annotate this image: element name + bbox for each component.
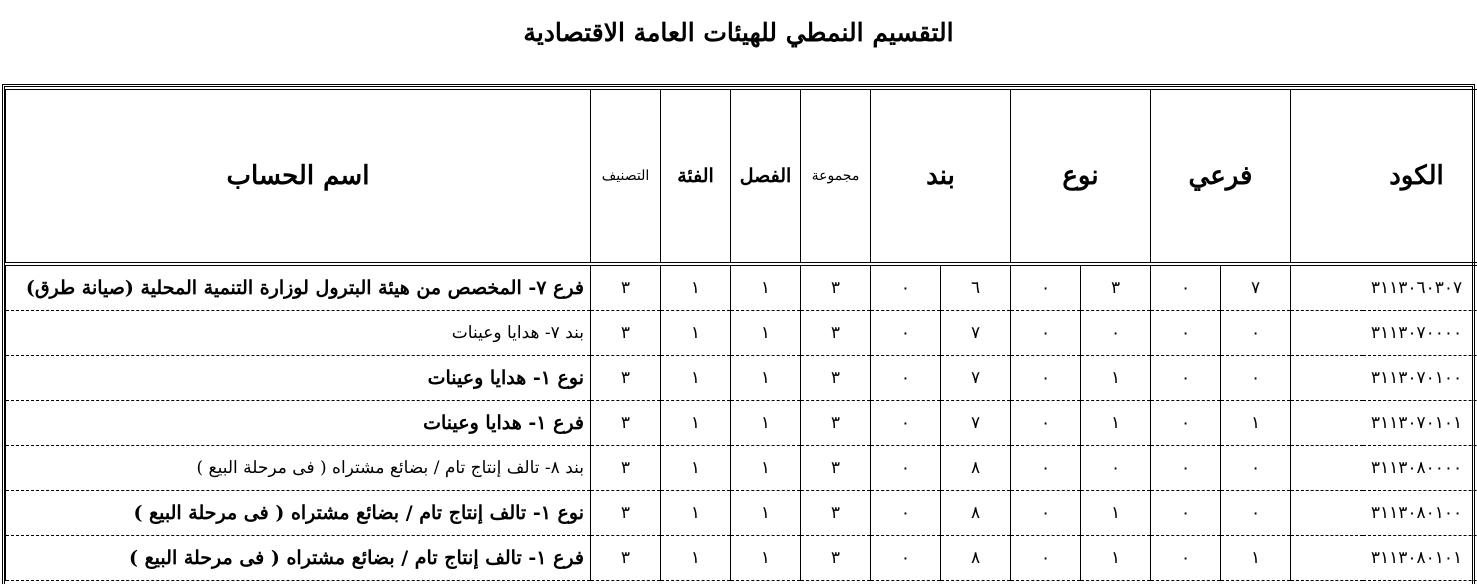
table-body [6,264,1477,581]
cell-group: ٣ [801,311,871,356]
table-row [6,356,1477,401]
cell-item-a: ٠ [871,311,941,356]
page-title: التقسيم النمطي للهيئات العامة الاقتصادية [0,18,1477,47]
cell-category: ١ [661,311,731,356]
cell-group: ٣ [801,264,871,311]
cell-category: ١ [661,264,731,311]
cell-chapter: ١ [731,401,801,446]
cell-item-b: ٨ [941,536,1011,581]
cell-group: ٣ [801,446,871,491]
cell-code: ٣١١٣٠٨٠١٠٠ [1291,491,1477,536]
cell-type-b: ٣ [1081,264,1151,311]
cell-type-b: ٠ [1081,311,1151,356]
cell-chapter: ١ [731,446,801,491]
cell-item-b: ٧ [941,356,1011,401]
cell-chapter: ١ [731,491,801,536]
table-row [6,446,1477,491]
cell-type-a: ٠ [1011,356,1081,401]
header-group: مجموعة [801,90,871,265]
header-sub: فرعي [1151,90,1291,265]
cell-item-a: ٠ [871,401,941,446]
cell-item-b: ٦ [941,264,1011,311]
cell-sub-b: ٠ [1221,446,1291,491]
cell-name: بند ٧- هدايا وعينات [6,311,591,356]
header-account-name: اسم الحساب [6,90,591,265]
cell-classification: ٣ [591,264,661,311]
cell-name: نوع ١- هدايا وعينات [6,356,591,401]
cell-code: ٣١١٣٠٧٠٠٠٠ [1291,311,1477,356]
cell-name: فرع ١- تالف إنتاج تام / بضائع مشتراه ( فى مرحلة البيع ) [6,536,591,581]
cell-name: بند ٨- تالف إنتاج تام / بضائع مشتراه ( فى مرحلة البيع ) [6,446,591,491]
cell-item-a: ٠ [871,491,941,536]
cell-classification: ٣ [591,311,661,356]
cell-group: ٣ [801,536,871,581]
cell-classification: ٣ [591,401,661,446]
cell-type-a: ٠ [1011,311,1081,356]
cell-type-b: ١ [1081,536,1151,581]
cell-name: فرع ١- هدايا وعينات [6,401,591,446]
cell-category: ١ [661,446,731,491]
cell-sub-a: ٠ [1151,491,1221,536]
cell-sub-b: ١ [1221,401,1291,446]
cell-chapter: ١ [731,536,801,581]
table-row [6,491,1477,536]
cell-category: ١ [661,401,731,446]
cell-type-b: ١ [1081,491,1151,536]
cell-sub-a: ٠ [1151,446,1221,491]
cell-item-a: ٠ [871,446,941,491]
cell-type-a: ٠ [1011,491,1081,536]
cell-item-a: ٠ [871,536,941,581]
header-code: الكود [1291,90,1477,265]
table-row [6,311,1477,356]
cell-sub-a: ٠ [1151,356,1221,401]
header-row [6,90,1477,265]
cell-group: ٣ [801,491,871,536]
cell-sub-a: ٠ [1151,311,1221,356]
account-classification-table [5,89,1477,581]
cell-sub-a: ٠ [1151,264,1221,311]
cell-type-a: ٠ [1011,446,1081,491]
cell-category: ١ [661,356,731,401]
header-category: الفئة [661,90,731,265]
cell-item-b: ٧ [941,401,1011,446]
header-type: نوع [1011,90,1151,265]
cell-classification: ٣ [591,491,661,536]
cell-chapter: ١ [731,356,801,401]
header-classification: التصنيف [591,90,661,265]
table-row [6,536,1477,581]
cell-type-b: ٠ [1081,446,1151,491]
cell-code: ٣١١٣٠٦٠٣٠٧ [1291,264,1477,311]
cell-sub-a: ٠ [1151,401,1221,446]
cell-type-b: ١ [1081,356,1151,401]
cell-sub-b: ٠ [1221,491,1291,536]
cell-code: ٣١١٣٠٨٠٠٠٠ [1291,446,1477,491]
cell-sub-b: ٠ [1221,311,1291,356]
cell-classification: ٣ [591,536,661,581]
cell-item-a: ٠ [871,356,941,401]
cell-type-a: ٠ [1011,401,1081,446]
cell-sub-b: ٧ [1221,264,1291,311]
cell-group: ٣ [801,401,871,446]
cell-name: نوع ١- تالف إنتاج تام / بضائع مشتراه ( فى مرحلة البيع ) [6,491,591,536]
cell-item-b: ٧ [941,311,1011,356]
cell-name: فرع ٧- المخصص من هيئة البترول لوزارة التنمية المحلية (صيانة طرق) [6,264,591,311]
cell-sub-b: ٠ [1221,356,1291,401]
cell-chapter: ١ [731,311,801,356]
header-chapter: الفصل [731,90,801,265]
cell-item-b: ٨ [941,491,1011,536]
cell-chapter: ١ [731,264,801,311]
cell-type-a: ٠ [1011,264,1081,311]
header-item: بند [871,90,1011,265]
cell-classification: ٣ [591,446,661,491]
cell-code: ٣١١٣٠٨٠١٠١ [1291,536,1477,581]
cell-category: ١ [661,536,731,581]
cell-category: ١ [661,491,731,536]
cell-item-a: ٠ [871,264,941,311]
cell-sub-b: ١ [1221,536,1291,581]
cell-group: ٣ [801,356,871,401]
table-row [6,401,1477,446]
cell-classification: ٣ [591,356,661,401]
cell-code: ٣١١٣٠٧٠١٠١ [1291,401,1477,446]
cell-item-b: ٨ [941,446,1011,491]
cell-sub-a: ٠ [1151,536,1221,581]
cell-type-a: ٠ [1011,536,1081,581]
cell-type-b: ١ [1081,401,1151,446]
cell-code: ٣١١٣٠٧٠١٠٠ [1291,356,1477,401]
table-row [6,264,1477,311]
